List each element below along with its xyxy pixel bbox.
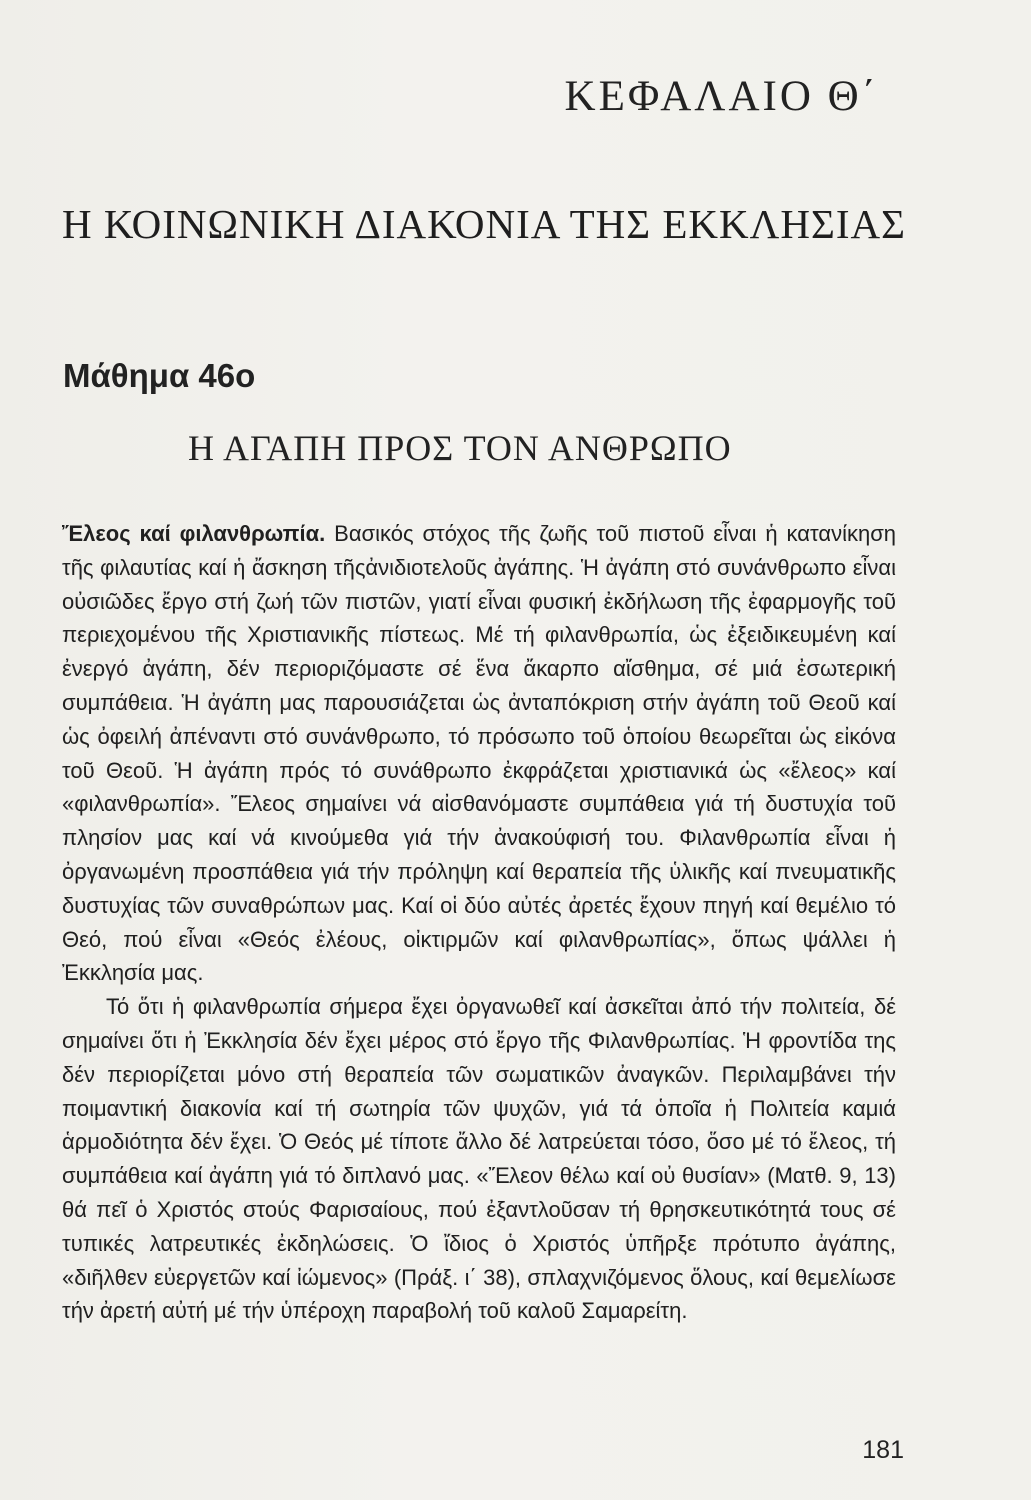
paragraph-1-text: Βασικός στόχος τῆς ζωῆς τοῦ πιστοῦ εἶναι ἡ κατανίκηση τῆς φιλαυτίας καί ἡ ἄσκηση τῆςἀνιδιοτελοῦς ἀγάπης. Ἡ ἀγάπη στό συνάνθρωπο εἶναι οὐσιῶδες ἔργο στή ζωή τῶν πιστῶν, γιατί εἶναι φυσική ἐκδήλωση τῆς ἐφαρμογῆς τοῦ περιεχομένου τῆς Χριστιανικῆς πίστεως. Μέ τή φιλανθρωπία, ὡς ἐξειδικευμένη καί ἐνεργό ἀγάπη, δέν περιοριζόμαστε σέ ἕνα ἄκαρπο αἴσθημα, σέ μιά ἐσωτερική συμπάθεια. Ἡ ἀγάπη μας παρουσιάζεται ὡς ἀνταπόκριση στήν ἀγάπη τοῦ Θεοῦ καί ὡς ὀφειλή ἀπέναντι στό συνάνθρωπο, τό πρόσωπο τοῦ ὁποίου θεωρεῖται ὡς εἰκόνα τοῦ Θεοῦ. Ἡ ἀγάπη πρός τό συνάθρωπο ἐκφράζεται χριστιανικά ὡς «ἔλεος» καί «φιλανθρωπία». Ἔλεος σημαίνει νά αἰσθανόμαστε συμπάθεια γιά τή δυστυχία τοῦ πλησίον μας καί νά κινούμεθα γιά τήν ἀνακούφισή του. Φιλανθρωπία εἶναι ἡ ὀργανωμένη προσπάθεια γιά τήν πρόληψη καί θεραπεία τῆς ὑλικῆς καί πνευματικῆς δυστυχίας τῶν συναθρώπων μας. Καί οἱ δύο αὐτές ἀρετές ἔχουν πηγή καί θεμέλιο τό Θεό, πού εἶναι «Θεός ἐλέους, οἰκτιρμῶν καί φιλανθρωπίας», ὅπως ψάλλει ἡ Ἐκκλησία μας. bbox=[62, 521, 897, 986]
lesson-title: Η ΑΓΑΠΗ ΠΡΟΣ ΤΟΝ ΑΝΘΡΩΠΟ bbox=[188, 428, 732, 468]
chapter-heading: ΚΕΦΑΛΑΙΟ Θ΄ bbox=[564, 73, 879, 120]
body-text bbox=[62, 517, 896, 1328]
paragraph-1-lead: Ἔλεος καί φιλανθρωπία. bbox=[62, 521, 326, 546]
paragraph-2: Τό ὅτι ἡ φιλανθρωπία σήμερα ἔχει ὀργανωθεῖ καί ἀσκεῖται ἀπό τήν πολιτεία, δέ σημαίνει ὅτι ἡ Ἐκκλησία δέν ἔχει μέρος στό ἔργο τῆς Φιλανθρωπίας. Ἡ φροντίδα της δέν περιορίζεται μόνο στή θεραπεία τῶν σωματικῶν ἀναγκῶν. Περιλαμβάνει τήν ποιμαντική διακονία καί τή σωτηρία τῶν ψυχῶν, γιά τά ὁποῖα ἡ Πολιτεία καμιά ἁρμοδιότητα δέν ἔχει. Ὁ Θεός μέ τίποτε ἄλλο δέ λατρεύεται τόσο, ὅσο μέ τό ἔλεος, τή συμπάθεια καί ἀγάπη γιά τό διπλανό μας. «Ἔλεον θέλω καί οὐ θυσίαν» (Ματθ. 9, 13) θά πεῖ ὁ Χριστός στούς Φαρισαίους, πού ἐξαντλοῦσαν τή θρησκευτικότητά τους σέ τυπικές λατρευτικές ἐκδηλώσεις. Ὁ ἴδιος ὁ Χριστός ὑπῆρξε πρότυπο ἀγάπης, «διῆλθεν εὐεργετῶν καί ἰώμενος» (Πράξ. ι΄ 38), σπλαχνιζόμενος ὅλους, καί θεμελίωσε τήν ἀρετή αὐτή μέ τήν ὑπέροχη παραβολή τοῦ καλοῦ Σαμαρείτη. bbox=[62, 994, 896, 1324]
part-title: Η ΚΟΙΝΩΝΙΚΗ ΔΙΑΚΟΝΙΑ ΤΗΣ ΕΚΚΛΗΣΙΑΣ bbox=[62, 201, 906, 247]
page-number: 181 bbox=[862, 1436, 904, 1464]
lesson-label: Μάθημα 46ο bbox=[63, 357, 256, 394]
paragraph-1 bbox=[62, 517, 896, 990]
